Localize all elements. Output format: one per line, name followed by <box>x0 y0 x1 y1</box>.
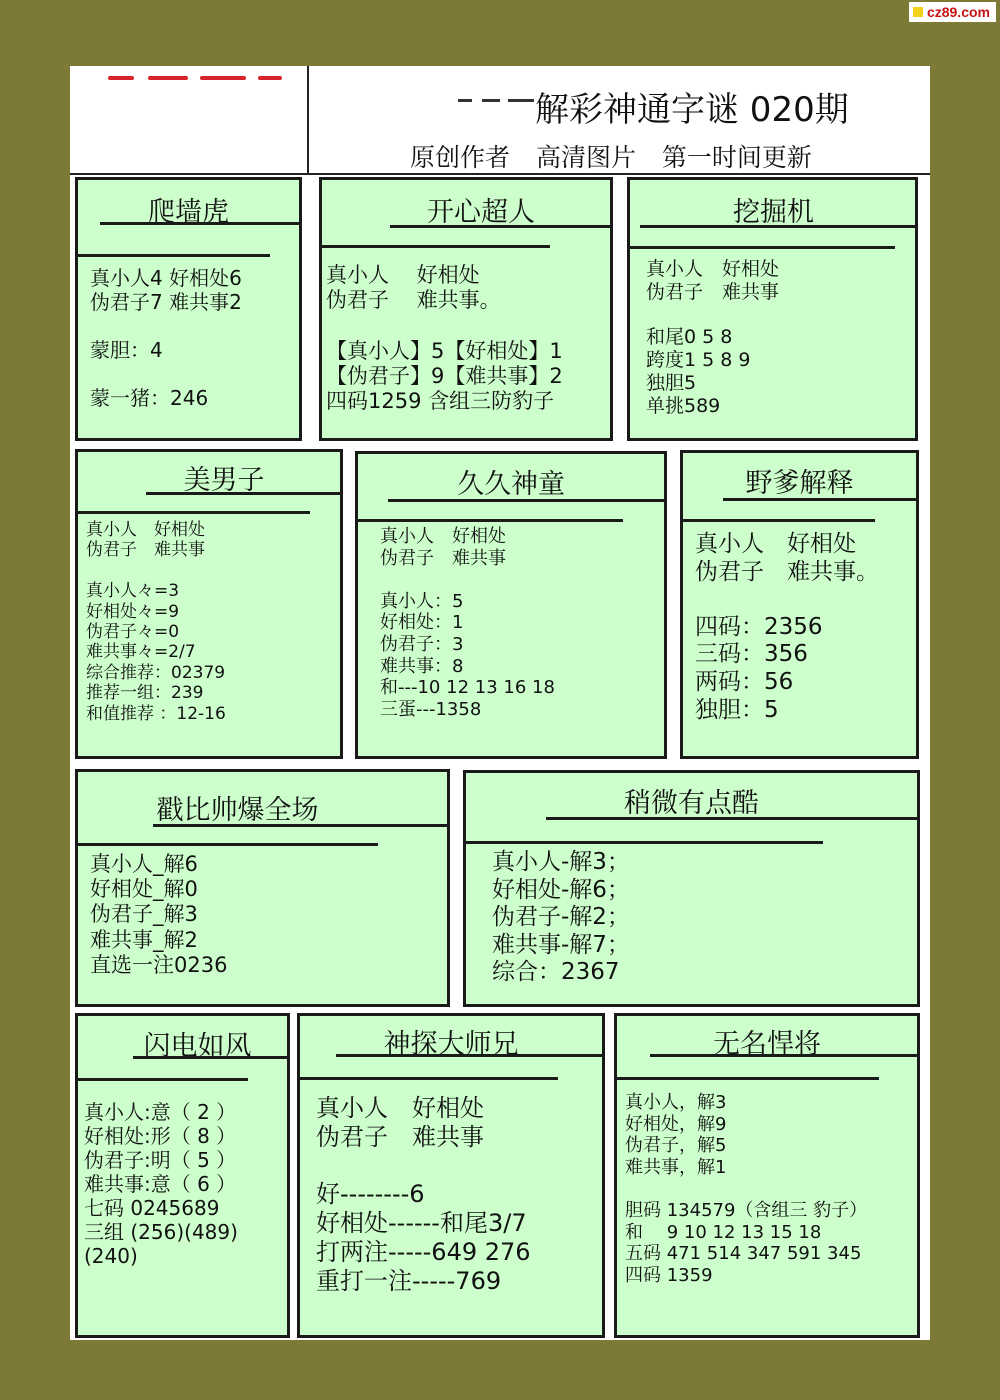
panel-line: 伪君子:明（ 5 ） <box>84 1148 237 1172</box>
panel-line: 伪君子-解2； <box>492 904 630 931</box>
page-subtitle: 原创作者 高清图片 第一时间更新 <box>410 143 812 172</box>
panel-title: 开心超人 <box>427 197 535 228</box>
title-underline <box>78 1078 248 1081</box>
panel-line: 伪君子 难共事。 <box>695 558 879 585</box>
title-underline <box>723 498 919 501</box>
panel-body <box>90 264 242 408</box>
panel-line <box>90 312 242 336</box>
title-underline <box>640 225 918 228</box>
panel-line: 伪君子，解5 <box>625 1135 727 1157</box>
panel-line: 真小人4 好相处6 <box>90 266 242 290</box>
watermark-square-icon <box>913 7 923 17</box>
panel-line: 综合推荐：02379 <box>86 662 226 683</box>
panel-line: 蒙胆：4 <box>90 338 163 362</box>
panel-line: 跨度1 5 8 9 <box>646 349 751 372</box>
panel-line: 真小人-解3； <box>492 849 630 875</box>
panel-line: 和---10 12 13 16 18 <box>380 677 555 699</box>
panel-line: 真小人 好相处 <box>86 520 205 540</box>
title-underline <box>617 1077 879 1080</box>
panel-line: 单挑589 <box>646 394 721 417</box>
title-underline <box>133 1056 290 1059</box>
panel-line: 真小人_解6 <box>90 852 198 876</box>
panel-line <box>86 559 226 579</box>
panel-line: 和值推荐 ：12-16 <box>86 703 226 724</box>
panel-line: 独胆5 <box>646 371 697 394</box>
title-underline <box>390 225 613 228</box>
panel-body <box>492 847 630 985</box>
panel-title: 爬墙虎 <box>148 197 229 228</box>
panel-body <box>380 524 555 718</box>
title-underline <box>630 246 895 249</box>
panel-line: 真小人 好相处 <box>326 263 480 287</box>
panel-pa-qiang-hu <box>75 177 302 441</box>
panel-line: 四码 1359 <box>625 1264 713 1286</box>
panel-line: 打两注-----649 276 <box>316 1237 531 1266</box>
site-watermark <box>909 2 996 22</box>
panel-line: (240) <box>84 1244 138 1268</box>
panel-body <box>316 1092 531 1294</box>
page-title: 解彩神通字谜 020期 <box>400 82 849 131</box>
panel-jiu-jiu-shen-tong <box>355 451 667 759</box>
panel-title: 稍微有点酷 <box>624 788 759 819</box>
panel-line: 伪君子々=0 <box>86 621 180 642</box>
panel-line: 和 9 10 12 13 15 18 <box>625 1221 822 1243</box>
panel-line <box>646 302 779 325</box>
panel-line: 三组 (256)(489) <box>84 1220 238 1244</box>
panel-line: 伪君子 难共事。 <box>326 288 501 313</box>
panel-title: 美男子 <box>183 465 265 496</box>
panel-line: 难共事_解2 <box>90 927 198 952</box>
panel-line: 伪君子 难共事 <box>380 547 506 569</box>
panel-line <box>90 360 242 384</box>
panel-line <box>316 1150 531 1179</box>
title-underline <box>78 843 378 846</box>
panel-line: 好相处_解0 <box>90 877 198 902</box>
panel-line: 真小人：5 <box>380 590 464 612</box>
panel-line: 两码：56 <box>695 668 794 695</box>
panel-line: 真小人，解3 <box>625 1092 727 1113</box>
header-divider <box>307 66 309 173</box>
panel-line: 难共事，解1 <box>625 1156 727 1178</box>
panel-line: 好相处々=9 <box>86 601 180 622</box>
panel-line: 好相处------和尾3/7 <box>316 1209 527 1238</box>
watermark-text: cz89.com <box>926 4 990 20</box>
panel-ye-die-jie-shi <box>680 450 919 759</box>
title-underline <box>466 841 823 844</box>
panel-line: 真小人 好相处 <box>695 531 856 557</box>
title-underline <box>300 1077 558 1080</box>
panel-body <box>625 1090 867 1284</box>
panel-line: 伪君子7 难共事2 <box>90 290 242 314</box>
panel-chuo-bi-shuai <box>75 769 450 1007</box>
panel-line: 七码 0245689 <box>84 1196 220 1220</box>
panel-body <box>84 1098 238 1266</box>
panel-line: 真小人:意（ 2 ） <box>84 1100 237 1124</box>
panel-line: 难共事：8 <box>380 655 464 677</box>
title-underline <box>650 1054 920 1057</box>
panel-line <box>625 1176 867 1198</box>
title-underline <box>146 492 343 495</box>
title-underline <box>546 817 920 820</box>
panel-line: 五码 471 514 347 591 345 <box>625 1243 862 1265</box>
sheet-header <box>70 66 930 175</box>
panel-line <box>695 584 879 612</box>
title-underline <box>336 1054 605 1057</box>
title-underline <box>388 499 667 502</box>
panel-shao-wei-you-dian-ku <box>463 770 920 1007</box>
panel-line: 伪君子：3 <box>380 633 464 655</box>
panel-title: 挖掘机 <box>733 197 814 228</box>
panel-line: 直选一注0236 <box>90 952 228 977</box>
panel-line: 综合：2367 <box>492 959 620 986</box>
panel-line: 难共事々=2/7 <box>86 642 196 663</box>
panel-line: 难共事-解7； <box>492 931 630 958</box>
cropped-title-fragment-icon <box>400 95 535 129</box>
panel-title: 神探大师兄 <box>383 1029 519 1060</box>
panel-line: 重打一注-----769 <box>316 1266 502 1295</box>
panel-line: 独胆：5 <box>695 696 779 723</box>
title-underline <box>358 519 623 522</box>
title-underline <box>100 222 302 225</box>
panel-line: 胆码 134579（含组三 豹子） <box>625 1199 868 1221</box>
panel-line <box>380 567 555 589</box>
panel-wa-jue-ji <box>627 177 918 441</box>
panel-mei-nan-zi <box>75 449 343 759</box>
panel-line: 和尾0 5 8 <box>646 326 733 349</box>
title-underline <box>322 245 550 248</box>
panel-line <box>326 310 563 335</box>
panel-line: 好相处-解6； <box>492 876 630 903</box>
title-underline <box>153 824 450 827</box>
panel-title: 闪电如风 <box>143 1031 252 1062</box>
panel-line: 【伪君子】9【难共事】2 <box>326 363 563 388</box>
panel-line: 四码1259 含组三防豹子 <box>326 388 555 413</box>
panel-line: 【真小人】5【好相处】1 <box>326 338 563 363</box>
panel-line: 蒙一猪：246 <box>90 386 209 410</box>
panel-kai-xin-chao-ren <box>319 177 613 441</box>
panel-line: 难共事:意（ 6 ） <box>84 1172 237 1196</box>
panel-line: 好相处:形（ 8 ） <box>84 1124 237 1148</box>
panel-title: 野爹解释 <box>745 468 854 499</box>
panel-line: 好相处，解9 <box>625 1113 727 1135</box>
panel-body <box>90 850 227 976</box>
panel-line: 四码：2356 <box>695 613 823 640</box>
panel-line: 三蛋---1358 <box>380 698 482 720</box>
panel-wu-ming-han-jiang <box>614 1013 920 1338</box>
panel-shen-tan-da-shi-xiong <box>297 1013 605 1338</box>
panel-title: 戳比帅爆全场 <box>156 795 319 826</box>
panel-line: 真小人 好相处 <box>646 258 780 280</box>
title-underline <box>683 519 875 522</box>
panel-line: 三码：356 <box>695 641 808 668</box>
panel-line: 真小人々=3 <box>86 581 180 602</box>
panel-body <box>86 518 226 722</box>
panel-line: 伪君子 难共事 <box>646 280 780 303</box>
panel-shan-dian-ru-feng <box>75 1013 290 1338</box>
title-underline <box>78 511 310 514</box>
panel-body <box>646 256 779 416</box>
panel-line: 真小人 好相处 <box>316 1094 484 1122</box>
panel-line: 伪君子 难共事 <box>316 1122 484 1151</box>
title-underline <box>78 254 270 257</box>
panel-title: 无名悍将 <box>713 1029 821 1060</box>
panel-line: 伪君子_解3 <box>90 902 198 927</box>
panel-line: 推荐一组：239 <box>86 683 204 704</box>
panel-body <box>695 529 879 722</box>
logo-stroke-icon <box>90 76 290 90</box>
panel-title: 久久神童 <box>457 469 565 500</box>
panel-line: 好--------6 <box>316 1180 425 1209</box>
panel-line: 真小人 好相处 <box>380 526 506 547</box>
panel-line: 好相处：1 <box>380 612 464 634</box>
panel-body <box>326 260 563 411</box>
panel-line: 伪君子 难共事 <box>86 540 205 561</box>
